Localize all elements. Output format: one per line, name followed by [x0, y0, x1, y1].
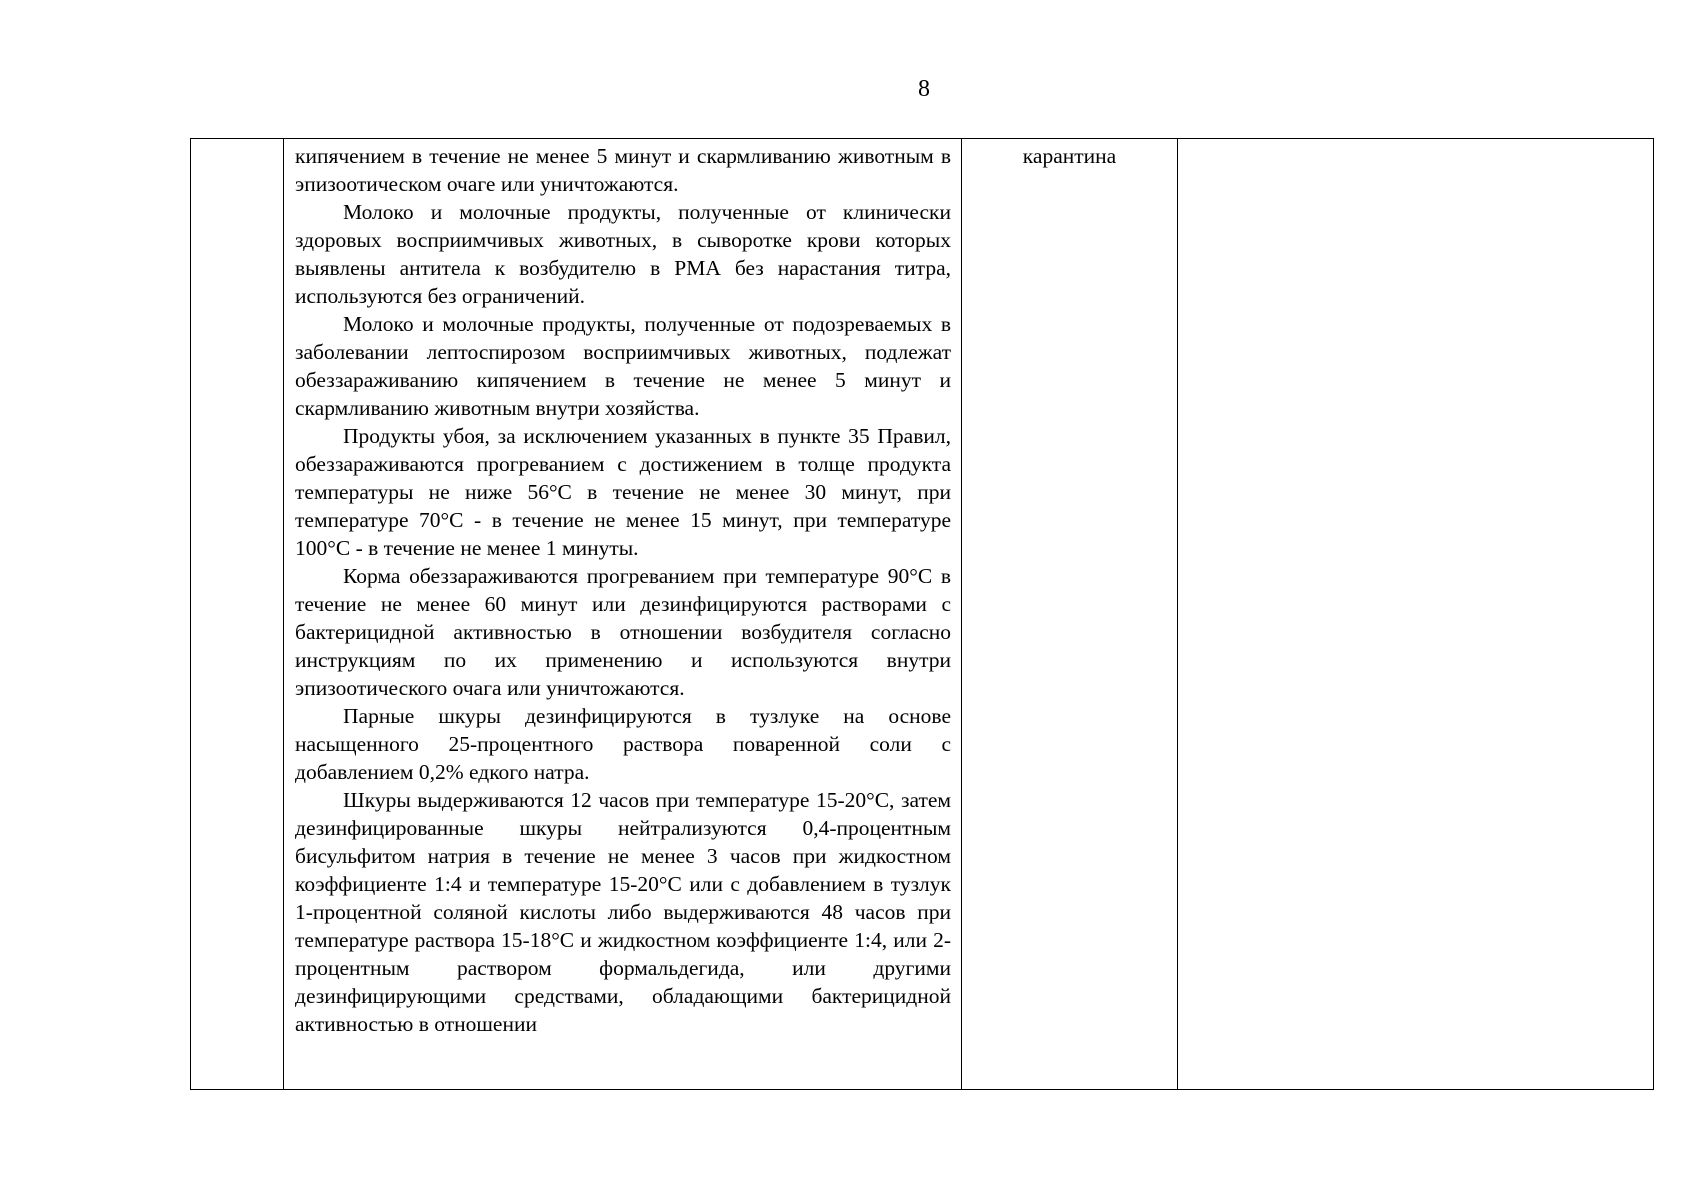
paragraph-continuation: кипячением в течение не менее 5 минут и скармливанию животным в эпизоотическом очаге или уничтожаются. [295, 144, 951, 196]
table-cell-period: карантина [962, 139, 1178, 1090]
paragraph-milk-healthy: Молоко и молочные продукты, полученные от клинически здоровых восприимчивых животных, в сыворотке крови которых выявлены антитела к возбудителю в РМА без нарастания титра, используются без ограничений. [295, 200, 951, 308]
paragraph-slaughter-products: Продукты убоя, за исключением указанных в пункте 35 Правил, обеззараживаются прогреванием с достижением в толще продукта температуры не ниже 56°С в течение не менее 30 минут, при температуре 70°С - в течение не менее 15 минут, при температуре 100°С - в течение не менее 1 минуты. [295, 424, 951, 560]
paragraph-fresh-skins: Парные шкуры дезинфицируются в тузлуке на основе насыщенного 25-процентного раствора поваренной соли с добавлением 0,2% едкого натра. [295, 704, 951, 784]
document-table [190, 138, 1654, 1090]
paragraph-feed: Корма обеззараживаются прогреванием при температуре 90°С в течение не менее 60 минут или дезинфицируются растворами с бактерицидной активностью в отношении возбудителя согласно инструкциям по их применению и используются внутри эпизоотического очага или уничтожаются. [295, 564, 951, 700]
paragraph-skins-treatment: Шкуры выдерживаются 12 часов при температуре 15-20°С, затем дезинфицированные шкуры нейтрализуются 0,4-процентным бисульфитом натрия в течение не менее 3 часов при жидкостном коэффициенте 1:4 и температуре 15-20°С или с добавлением в тузлук 1-процентной соляной кислоты либо выдерживаются 48 часов при температуре раствора 15-18°С и жидкостном коэффициенте 1:4, или 2-процентным раствором формальдегида, или другими дезинфицирующими средствами, обладающими бактерицидной активностью в отношении [295, 788, 951, 1036]
paragraph-milk-suspected: Молоко и молочные продукты, полученные от подозреваемых в заболевании лептоспирозом восприимчивых животных, подлежат обеззараживанию кипячением в течение не менее 5 минут и скармливанию животным внутри хозяйства. [295, 312, 951, 420]
table-cell-measures [284, 139, 962, 1090]
table-cell-empty [1178, 139, 1654, 1090]
table-cell-number [191, 139, 284, 1090]
table-row [191, 139, 1654, 1090]
page-number: 8 [918, 76, 930, 102]
